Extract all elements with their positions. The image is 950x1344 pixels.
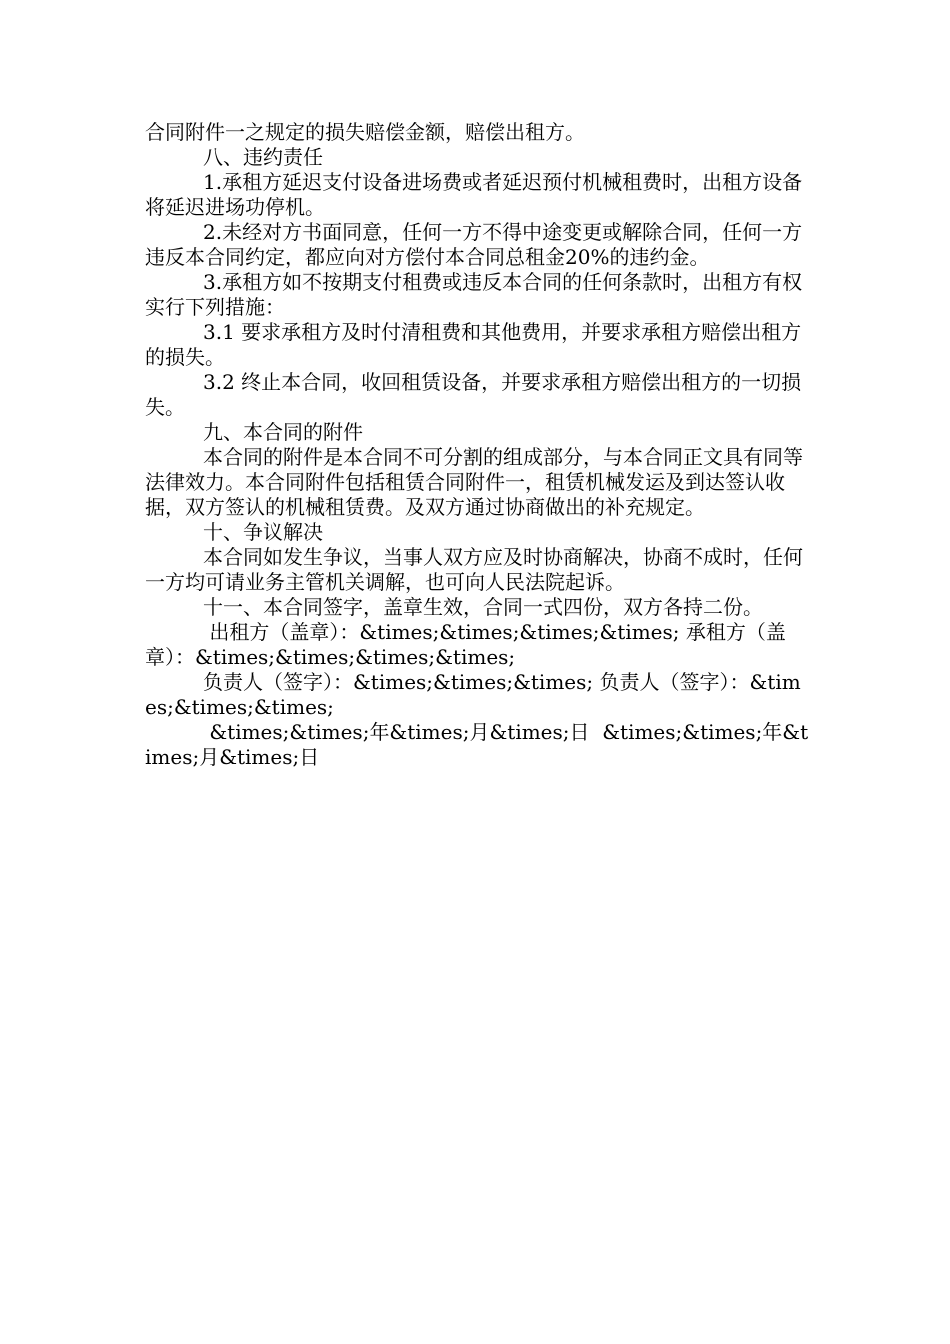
paragraph-compensation: 合同附件一之规定的损失赔偿金额，赔偿出租方。 [145, 120, 585, 144]
document-body [145, 120, 810, 770]
clause-dispute-resolution: 本合同如发生争议，当事人双方应及时协商解决，协商不成时，任何一方均可请业务主管机关调解，也可向人民法院起诉。 [145, 545, 803, 594]
signature-date-line: &times;&times;年&times;月&times;日 &times;&times;年&times;月&times;日 [145, 720, 809, 769]
heading-dispute-resolution: 十、争议解决 [203, 520, 323, 544]
clause-8-3-1: 3.1 要求承租方及时付清租费和其他费用，并要求承租方赔偿出租方的损失。 [145, 320, 802, 369]
clause-8-2: 2.未经对方书面同意，任何一方不得中途变更或解除合同，任何一方违反本合同约定，都应向对方偿付本合同总租金20%的违约金。 [145, 220, 803, 269]
heading-breach-liability: 八、违约责任 [203, 145, 323, 169]
signature-representative-line: 负责人（签字）：&times;&times;&times; 负责人（签字）：&times;&times;&times; [145, 670, 801, 719]
clause-8-3-2: 3.2 终止本合同，收回租赁设备，并要求承租方赔偿出租方的一切损失。 [145, 370, 802, 419]
heading-attachments: 九、本合同的附件 [203, 420, 363, 444]
signature-seal-line: 出租方（盖章）：&times;&times;&times;&times; 承租方（盖章）：&times;&times;&times;&times; [145, 620, 786, 669]
clause-attachments: 本合同的附件是本合同不可分割的组成部分，与本合同正文具有同等法律效力。本合同附件包括租赁合同附件一，租赁机械发运及到达签认收据，双方签认的机械租赁费。及双方通过协商做出的补充规定。 [145, 445, 803, 519]
clause-8-3: 3.承租方如不按期支付租费或违反本合同的任何条款时，出租方有权实行下列措施： [145, 270, 803, 319]
clause-8-1: 1.承租方延迟支付设备进场费或者延迟预付机械租费时，出租方设备将延迟进场功停机。 [145, 170, 803, 219]
clause-signing-effect: 十一、本合同签字，盖章生效，合同一式四份，双方各持二份。 [203, 595, 763, 619]
